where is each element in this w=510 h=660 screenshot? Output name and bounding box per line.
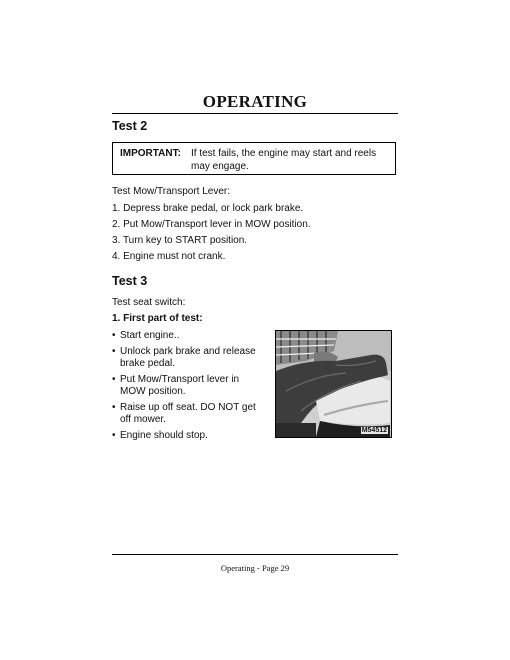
test2-step-3: 3. Turn key to START position. [112,235,248,246]
test3-title: Test 3 [112,274,148,288]
important-callout [112,142,396,175]
bullet-dot: • [112,430,116,441]
test2-step-2: 2. Put Mow/Transport lever in MOW position. [112,219,311,230]
bullet-text: Start engine.. [120,330,180,341]
test2-title: Test 2 [112,119,148,133]
test3-intro: Test seat switch: [112,297,186,308]
test3-bullet-3 [112,374,267,398]
operator-on-seat-illustration [276,331,391,437]
bullet-text: Raise up off seat. DO NOT get off mower. [120,402,256,425]
test2-step-1: 1. Depress brake pedal, or lock park brake. [112,203,304,214]
bullet-dot: • [112,346,116,357]
bullet-dot: • [112,402,116,413]
test3-bullet-5 [112,430,267,442]
test2-step-4: 4. Engine must not crank. [112,251,226,262]
important-label: IMPORTANT: [120,148,181,159]
page-title: OPERATING [202,92,308,111]
test3-bullet-4 [112,402,267,426]
page-footer: Operating - Page 29 [220,563,290,573]
bullet-dot: • [112,330,116,341]
test3-bullet-1 [112,330,267,342]
test2-intro: Test Mow/Transport Lever: [112,186,231,197]
photo-reference-code: M54512 [361,427,387,434]
seat-switch-photo [275,330,392,438]
bullet-dot: • [112,374,116,385]
bullet-text: Put Mow/Transport lever in MOW position. [120,374,240,397]
footer-rule [112,554,398,555]
header-rule [112,113,398,114]
bullet-text: Engine should stop. [120,430,208,441]
bullet-text: Unlock park brake and release brake pedal. [120,346,256,369]
test3-part-heading: 1. First part of test: [112,313,203,324]
important-text: If test fails, the engine may start and reels may engage. [191,148,377,172]
test3-bullet-2 [112,346,267,370]
